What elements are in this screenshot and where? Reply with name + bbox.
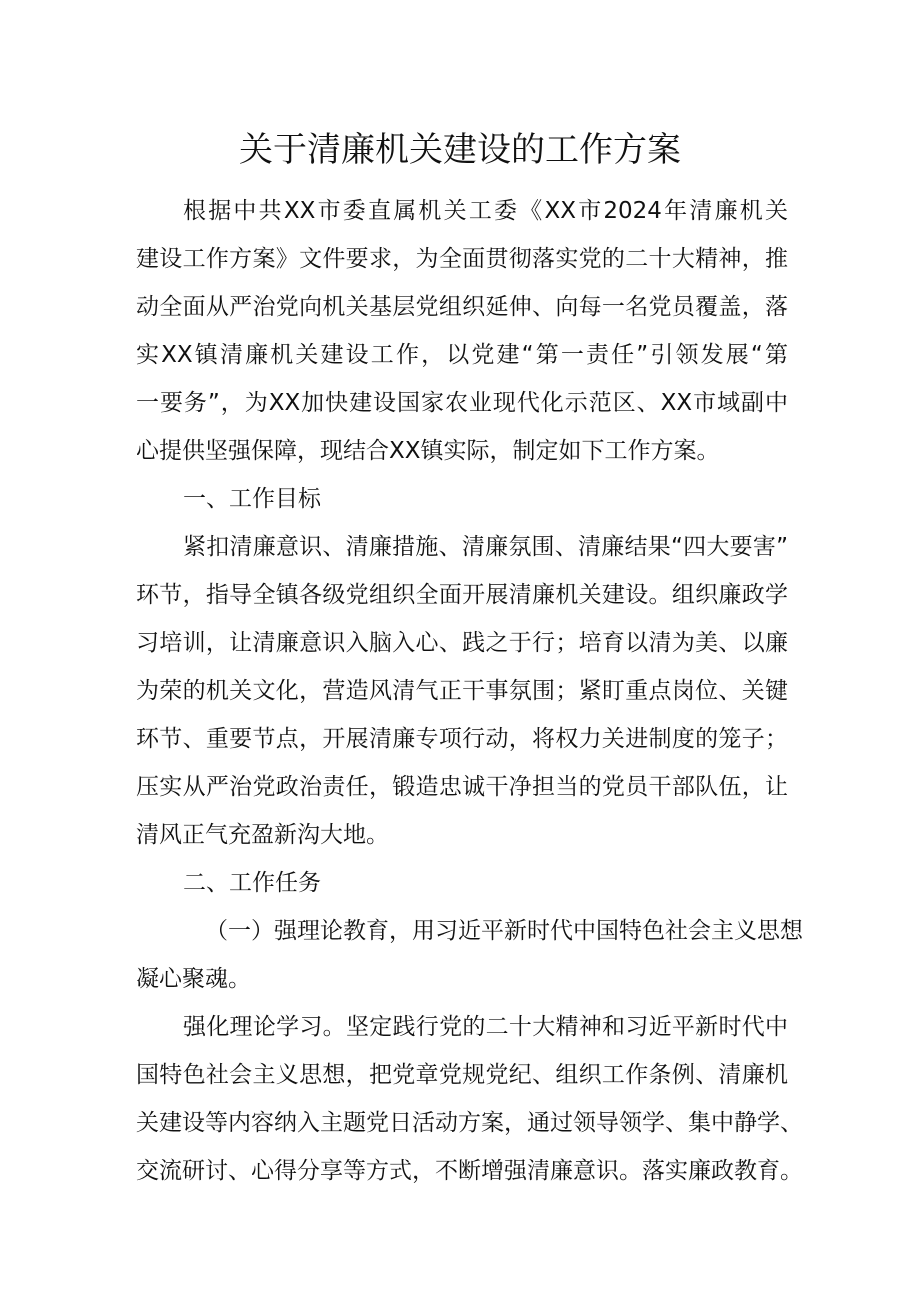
section-heading: 一、工作目标 (183, 486, 321, 512)
paragraph-line: 环节、重要节点，开展清廉专项行动，将权力关进制度的笼子； (136, 726, 788, 752)
paragraph-line: 关建设等内容纳入主题党日活动方案，通过领导领学、集中静学、 (136, 1110, 803, 1136)
paragraph-line: 强化理论学习。坚定践行党的二十大精神和习近平新时代中 (183, 1014, 788, 1040)
paragraph-line: 紧扣清廉意识、清廉措施、清廉氛围、清廉结果“四大要害” (183, 534, 788, 560)
paragraph-line: 一要务”，为XX加快建设国家农业现代化示范区、XX市域副中 (136, 390, 788, 416)
section-heading: 二、工作任务 (183, 870, 321, 896)
paragraph-line: 习培训，让清廉意识入脑入心、践之于行；培育以清为美、以廉 (136, 630, 788, 656)
document-title: 关于清廉机关建设的工作方案 (239, 130, 681, 170)
paragraph-line: 为荣的机关文化，营造风清气正干事氛围；紧盯重点岗位、关键 (136, 678, 788, 704)
paragraph-line: 建设工作方案》文件要求，为全面贯彻落实党的二十大精神，推 (136, 246, 788, 272)
paragraph-line: 交流研讨、心得分享等方式，不断增强清廉意识。落实廉政教育。 (136, 1158, 803, 1184)
subsection-heading: 凝心聚魂。 (136, 966, 251, 992)
paragraph-line: 心提供坚强保障，现结合XX镇实际，制定如下工作方案。 (136, 438, 720, 464)
paragraph-line: 国特色社会主义思想，把党章党规党纪、组织工作条例、清廉机 (136, 1062, 788, 1088)
paragraph-line: 根据中共XX市委直属机关工委《XX市2024年清廉机关 (183, 198, 788, 224)
paragraph-line: 清风正气充盈新沟大地。 (136, 822, 389, 848)
paragraph-line: 动全面从严治党向机关基层党组织延伸、向每一名党员覆盖，落 (136, 294, 788, 320)
paragraph-line: 压实从严治党政治责任，锻造忠诚干净担当的党员干部队伍，让 (136, 774, 788, 800)
paragraph-line: 实XX镇清廉机关建设工作，以党建“第一责任”引领发展“第 (136, 342, 788, 368)
subsection-heading: （一）强理论教育，用习近平新时代中国特色社会主义思想 (205, 918, 803, 944)
paragraph-line: 环节，指导全镇各级党组织全面开展清廉机关建设。组织廉政学 (136, 582, 788, 608)
